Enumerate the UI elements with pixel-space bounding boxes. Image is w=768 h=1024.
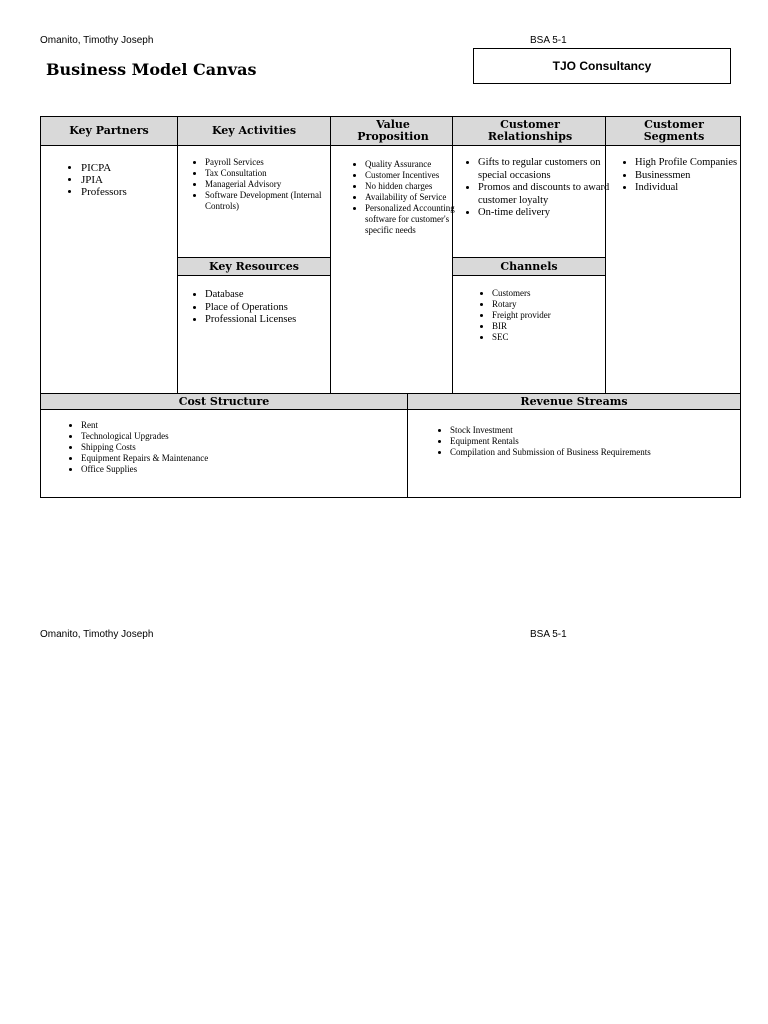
customer-segments-heading: Customer Segments — [643, 118, 705, 143]
value-proposition-list — [352, 159, 461, 236]
list-item: • Compilation and Submission of Business Requirements — [450, 447, 750, 458]
key-activities-heading: Key Activities — [211, 124, 297, 137]
list-item: • Freight provider — [492, 310, 592, 321]
cost-structure-list — [68, 420, 411, 475]
list-item: • Individual — [635, 182, 747, 195]
grid-line — [40, 145, 741, 146]
list-item: • Office Supplies — [81, 464, 411, 475]
key-partners-list — [68, 162, 181, 198]
list-item: • Gifts to regular customers on special occasions — [478, 157, 614, 182]
customer-segments-list — [622, 157, 747, 195]
grid-line — [177, 275, 330, 276]
footer-author-name: Omanito, Timothy Joseph — [40, 629, 154, 640]
list-item: • Place of Operations — [205, 302, 337, 315]
grid-line — [452, 275, 605, 276]
document-title: Business Model Canvas — [46, 60, 257, 79]
list-item: • Managerial Advisory — [205, 179, 337, 190]
key-resources-heading: Key Resources — [209, 259, 299, 273]
grid-line — [452, 116, 453, 394]
section-label: BSA 5-1 — [530, 35, 567, 46]
list-item: • Shipping Costs — [81, 442, 411, 453]
list-item: • Payroll Services — [205, 157, 337, 168]
list-item: • Customers — [492, 288, 592, 299]
key-partners-heading: Key Partners — [69, 124, 149, 137]
list-item: • Promos and discounts to award customer loyalty — [478, 182, 614, 207]
list-item: • BIR — [492, 321, 592, 332]
grid-line — [40, 116, 41, 498]
list-item: • Software Development (Internal Controls) — [205, 190, 337, 212]
list-item: • Database — [205, 289, 337, 302]
company-name-box — [473, 48, 731, 84]
list-item: • Personalized Accounting software for customer's specific needs — [365, 203, 461, 236]
key-resources-list — [192, 289, 337, 327]
value-proposition-heading: Value Proposition — [357, 118, 429, 143]
footer-section-label: BSA 5-1 — [530, 629, 567, 640]
list-item: • Stock Investment — [450, 425, 750, 436]
list-item: • JPIA — [81, 174, 181, 186]
list-item: • Availability of Service — [365, 192, 461, 203]
list-item: • PICPA — [81, 162, 181, 174]
grid-line — [40, 497, 741, 498]
channels-list — [479, 288, 592, 343]
list-item: • Businessmen — [635, 170, 747, 183]
grid-line — [40, 409, 741, 410]
grid-line — [177, 116, 178, 394]
list-item: • Equipment Rentals — [450, 436, 750, 447]
author-name: Omanito, Timothy Joseph — [40, 35, 154, 46]
revenue-streams-list — [437, 425, 750, 458]
list-item: • Rotary — [492, 299, 592, 310]
customer-relationships-heading: Customer Relationships — [487, 118, 573, 143]
list-item: • SEC — [492, 332, 592, 343]
list-item: • Technological Upgrades — [81, 431, 411, 442]
list-item: • On-time delivery — [478, 207, 614, 220]
cost-structure-heading: Cost Structure — [178, 394, 270, 408]
list-item: • Customer Incentives — [365, 170, 461, 181]
channels-heading: Channels — [500, 259, 558, 273]
list-item: • Quality Assurance — [365, 159, 461, 170]
company-name: TJO Consultancy — [552, 59, 652, 73]
list-item: • High Profile Companies — [635, 157, 747, 170]
list-item: • Rent — [81, 420, 411, 431]
revenue-streams-heading: Revenue Streams — [520, 394, 628, 408]
key-activities-list — [192, 157, 337, 212]
list-item: • Professional Licenses — [205, 314, 337, 327]
list-item: • Equipment Repairs & Maintenance — [81, 453, 411, 464]
list-item: • Professors — [81, 186, 181, 198]
list-item: • No hidden charges — [365, 181, 461, 192]
list-item: • Tax Consultation — [205, 168, 337, 179]
customer-relationships-list — [465, 157, 614, 220]
